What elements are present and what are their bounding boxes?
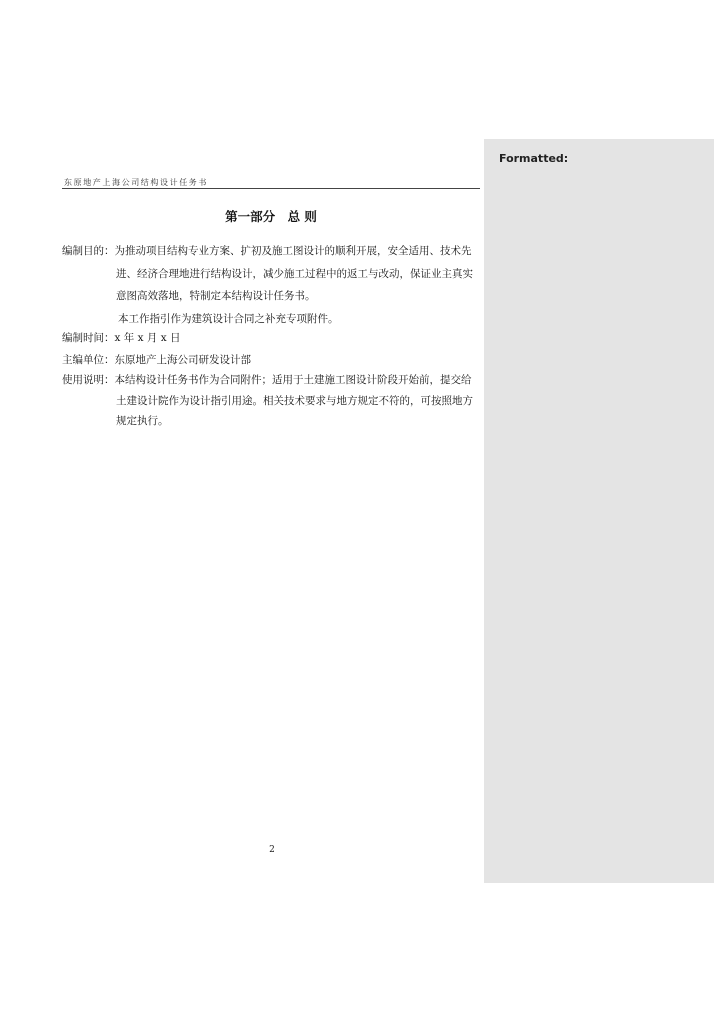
usage-line-2: 土建设计院作为设计指引用途。相关技术要求与地方规定不符的，可按照地方	[116, 395, 473, 407]
usage-line-3: 规定执行。	[116, 415, 169, 427]
section-title: 第一部分 总 则	[225, 209, 317, 224]
comment-formatted-label: Formatted:	[499, 152, 569, 165]
page-number: 2	[269, 845, 275, 855]
editor-unit-line: 主编单位：东原地产上海公司研发设计部	[62, 354, 251, 366]
comment-pane[interactable]	[484, 139, 714, 883]
page-header: 东原地产上海公司结构设计任务书	[64, 178, 208, 187]
header-divider	[62, 188, 480, 189]
usage-line-1: 使用说明：本结构设计任务书作为合同附件；适用于土建施工图设计阶段开始前，提交给	[62, 374, 472, 386]
appendix-note: 本工作指引作为建筑设计合同之补充专项附件。	[118, 313, 339, 325]
purpose-line-1: 编制目的：为推动项目结构专业方案、扩初及施工图设计的顺利开展，安全适用、技术先	[62, 245, 472, 257]
purpose-line-3: 意图高效落地，特制定本结构设计任务书。	[116, 290, 316, 302]
purpose-line-2: 进、经济合理地进行结构设计，减少施工过程中的返工与改动，保证业主真实	[116, 268, 473, 280]
compile-date-line: 编制时间：x 年 x 月 x 日	[62, 332, 181, 344]
